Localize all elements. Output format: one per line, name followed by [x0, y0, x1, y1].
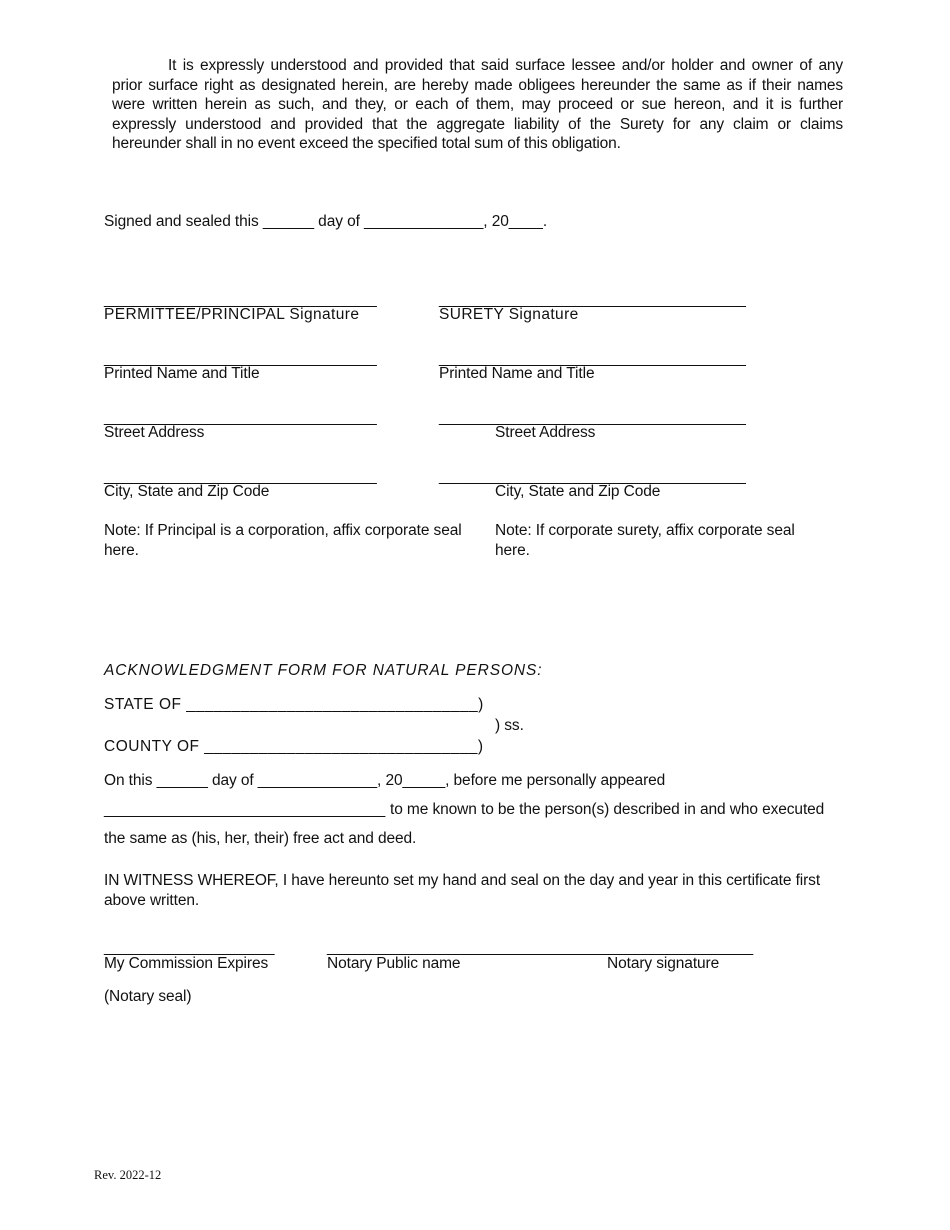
notary-seal-label: (Notary seal)	[104, 988, 192, 1005]
state-of-line: STATE OF ________________________________)	[104, 696, 484, 713]
principal-printed-name-label: Printed Name and Title	[104, 365, 260, 382]
witness-paragraph: IN WITNESS WHEREOF, I have hereunto set my hand and seal on the day and year in this certificate first above written.	[104, 872, 821, 909]
principal-signature-blank: ________________________________	[104, 291, 377, 308]
revision-footer: Rev. 2022-12	[94, 1168, 162, 1182]
surety-city-label: City, State and Zip Code	[495, 483, 661, 500]
surety-printed-name-blank: ____________________________________	[439, 350, 746, 367]
known-person-text: to me known to be the person(s) described in and who executed	[390, 801, 825, 818]
principal-printed-name-blank: ________________________________	[104, 350, 377, 367]
principal-street-blank: ________________________________	[104, 409, 377, 426]
commission-blank: ____________________	[104, 939, 275, 956]
principal-city-label: City, State and Zip Code	[104, 483, 270, 500]
surety-seal-note: Note: If corporate surety, affix corporate seal here.	[495, 522, 795, 559]
commission-expires-label: My Commission Expires	[104, 955, 269, 972]
principal-seal-note: Note: If Principal is a corporation, affix corporate seal here.	[104, 522, 462, 559]
on-this-line: On this ______ day of ______________, 20_____, before me personally appeared	[104, 772, 666, 789]
surety-signature-blank: ____________________________________	[439, 291, 746, 308]
surety-printed-name-label: Printed Name and Title	[439, 365, 595, 382]
principal-signature-label: PERMITTEE/PRINCIPAL Signature	[104, 306, 360, 323]
principal-street-label: Street Address	[104, 424, 205, 441]
appeared-name-blank: _________________________________	[104, 801, 386, 818]
intro-paragraph: It is expressly understood and provided that said surface lessee and/or holder and owner of any prior surface right as designated herein, are hereby made obligees hereunder the same as if their names were written herein as such, and they, or each of them, may proceed or sue hereon, and it is further expressly understood and provided that the aggregate liability of the Surety for any claim or claims hereunder shall in no event exceed the specified total sum of this obligation.	[112, 57, 843, 153]
ss-marker: ) ss.	[495, 717, 524, 734]
notary-name-label: Notary Public name	[327, 955, 461, 972]
county-of-line: COUNTY OF ______________________________)	[104, 738, 484, 755]
free-act-line: the same as (his, her, their) free act and deed.	[104, 830, 417, 847]
notary-blank: __________________________________________________	[327, 939, 754, 956]
acknowledgment-title: ACKNOWLEDGMENT FORM FOR NATURAL PERSONS:	[104, 662, 543, 679]
signed-sealed-line: Signed and sealed this ______ day of ______________, 20____.	[104, 213, 548, 230]
surety-city-blank: ____________________________________	[439, 468, 746, 485]
principal-city-blank: ________________________________	[104, 468, 377, 485]
surety-signature-label: SURETY Signature	[439, 306, 579, 323]
surety-street-blank: ____________________________________	[439, 409, 746, 426]
surety-street-label: Street Address	[495, 424, 596, 441]
notary-signature-label: Notary signature	[607, 955, 720, 972]
